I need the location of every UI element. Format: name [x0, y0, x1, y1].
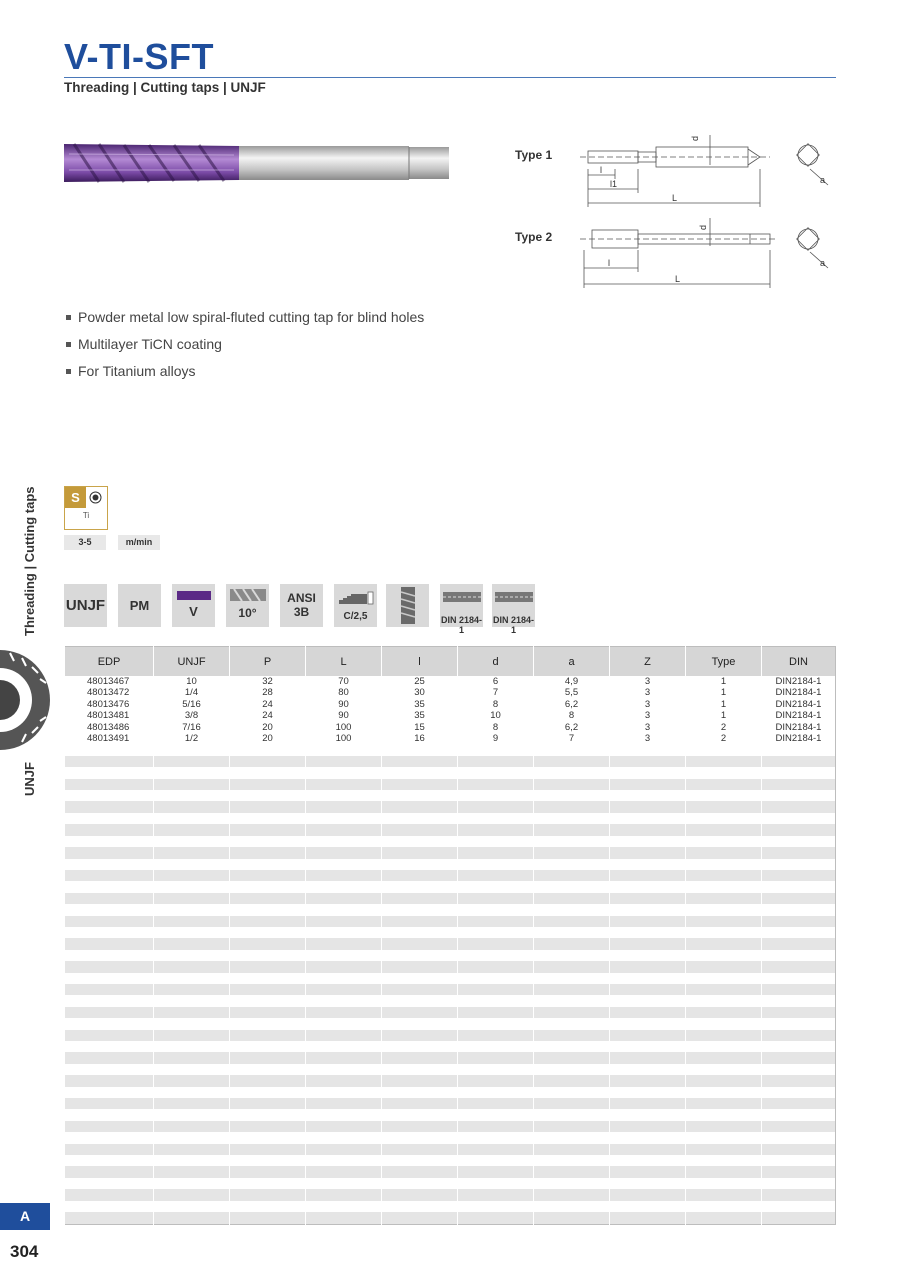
- tap-product-image: [64, 140, 452, 186]
- type1-technical-drawing: [580, 125, 840, 215]
- empty-table-row: [65, 1064, 836, 1075]
- empty-table-row: [65, 1030, 836, 1041]
- empty-table-row: [65, 801, 836, 812]
- coating-icon: V: [172, 584, 215, 627]
- empty-table-row: [65, 995, 836, 1006]
- side-category-label: Threading | Cutting taps: [22, 486, 37, 636]
- tolerance-icon: ANSI 3B: [280, 584, 323, 627]
- empty-table-row: [65, 744, 836, 755]
- table-header-row: [65, 647, 836, 677]
- cutting-speed-unit: m/min: [118, 535, 160, 550]
- column-header: Z: [610, 647, 686, 677]
- thread-profile-icon: [386, 584, 429, 627]
- column-header: P: [230, 647, 306, 677]
- type1-label: Type 1: [515, 148, 553, 162]
- din-type1-icon: DIN 2184-1: [440, 584, 483, 627]
- empty-table-row: [65, 1052, 836, 1063]
- side-thread-label: UNJF: [22, 762, 37, 796]
- screw-thread-icon: [398, 587, 418, 624]
- feature-item: Multilayer TiCN coating: [78, 335, 424, 353]
- empty-table-row: [65, 893, 836, 904]
- type1-dim-L: L: [672, 193, 678, 203]
- type2-label: Type 2: [515, 230, 553, 244]
- empty-table-row: [65, 950, 836, 961]
- empty-table-row: [65, 916, 836, 927]
- empty-table-row: [65, 1212, 836, 1224]
- pm-icon: PM: [118, 584, 161, 627]
- din2-shape-icon: [495, 590, 533, 604]
- thread-wheel-icon: [0, 645, 50, 755]
- column-header: UNJF: [154, 647, 230, 677]
- empty-table-row: [65, 790, 836, 801]
- table-row: 48013472 1/4 28 80 30 7 5,5 3 1 DIN2184-1: [65, 687, 836, 698]
- type2-technical-drawing: [580, 210, 840, 295]
- empty-table-row: [65, 1144, 836, 1155]
- table-row: 48013467 10 32 70 25 6 4,9 3 1 DIN2184-1: [65, 676, 836, 687]
- column-header: d: [458, 647, 534, 677]
- cutting-speed-value: 3-5: [64, 535, 106, 550]
- empty-table-row: [65, 938, 836, 949]
- din-type2-icon: DIN 2184-1: [492, 584, 535, 627]
- empty-table-row: [65, 1166, 836, 1177]
- material-letter: S: [65, 487, 86, 508]
- empty-table-row: [65, 1155, 836, 1166]
- empty-table-row: [65, 756, 836, 767]
- chamfer-shape-icon: [337, 590, 375, 606]
- unjf-icon: UNJF: [64, 584, 107, 627]
- bullet-icon: [66, 315, 71, 320]
- material-sub: Ti: [82, 511, 90, 520]
- empty-table-row: [65, 859, 836, 870]
- empty-table-row: [65, 1007, 836, 1018]
- page-subtitle: Threading | Cutting taps | UNJF: [64, 80, 266, 95]
- empty-table-row: [65, 881, 836, 892]
- empty-table-row: [65, 1178, 836, 1189]
- coating-color-swatch: [177, 591, 211, 600]
- feature-list: [78, 308, 424, 389]
- section-tab: A: [0, 1203, 50, 1230]
- page-title: V-TI-SFT: [64, 36, 214, 77]
- din1-shape-icon: [443, 590, 481, 604]
- page-number: 304: [10, 1242, 39, 1261]
- bullet-icon: [66, 342, 71, 347]
- empty-table-row: [65, 1087, 836, 1098]
- empty-table-row: [65, 1041, 836, 1052]
- column-header: l: [382, 647, 458, 677]
- material-group-box: [64, 486, 108, 530]
- type2-dim-l: l: [608, 258, 610, 268]
- table-row: 48013486 7/16 20 100 15 8 6,2 3 2 DIN2184-1: [65, 722, 836, 733]
- chamfer-icon: C/2,5: [334, 584, 377, 627]
- type1-dim-l: l: [600, 165, 602, 175]
- empty-table-row: [65, 1018, 836, 1029]
- column-header: L: [306, 647, 382, 677]
- empty-table-row: [65, 1189, 836, 1200]
- helix-lines-icon: [230, 589, 266, 601]
- type1-dim-a: a: [820, 175, 826, 185]
- type1-dim-l1: l1: [610, 179, 618, 189]
- empty-table-row: [65, 813, 836, 824]
- feature-item: For Titanium alloys: [78, 362, 424, 380]
- feature-item: Powder metal low spiral-fluted cutting tap for blind holes: [78, 308, 424, 326]
- type2-dim-a: a: [820, 258, 826, 268]
- empty-table-row: [65, 973, 836, 984]
- empty-table-row: [65, 1201, 836, 1212]
- suitability-dot-icon: [89, 491, 102, 504]
- empty-table-row: [65, 984, 836, 995]
- table-row: 48013481 3/8 24 90 35 10 8 3 1 DIN2184-1: [65, 710, 836, 721]
- table-row: 48013476 5/16 24 90 35 8 6,2 3 1 DIN2184-1: [65, 699, 836, 710]
- empty-table-row: [65, 1132, 836, 1143]
- column-header: EDP: [65, 647, 154, 677]
- empty-table-row: [65, 847, 836, 858]
- empty-table-row: [65, 1121, 836, 1132]
- empty-table-row: [65, 961, 836, 972]
- bullet-icon: [66, 369, 71, 374]
- type2-dim-d: d: [698, 224, 708, 230]
- empty-table-row: [65, 779, 836, 790]
- type1-dim-d: d: [690, 135, 700, 141]
- title-divider: [64, 77, 836, 78]
- type2-dim-L: L: [675, 274, 681, 284]
- empty-table-row: [65, 904, 836, 915]
- empty-table-row: [65, 870, 836, 881]
- column-header: Type: [686, 647, 762, 677]
- helix-angle-icon: 10°: [226, 584, 269, 627]
- empty-table-row: [65, 1075, 836, 1086]
- empty-table-row: [65, 824, 836, 835]
- column-header: a: [534, 647, 610, 677]
- empty-table-row: [65, 1109, 836, 1120]
- empty-table-row: [65, 836, 836, 847]
- column-header: DIN: [762, 647, 836, 677]
- table-row: 48013491 1/2 20 100 16 9 7 3 2 DIN2184-1: [65, 733, 836, 744]
- empty-table-row: [65, 767, 836, 778]
- product-table: [64, 646, 836, 1225]
- empty-table-row: [65, 1098, 836, 1109]
- empty-table-row: [65, 927, 836, 938]
